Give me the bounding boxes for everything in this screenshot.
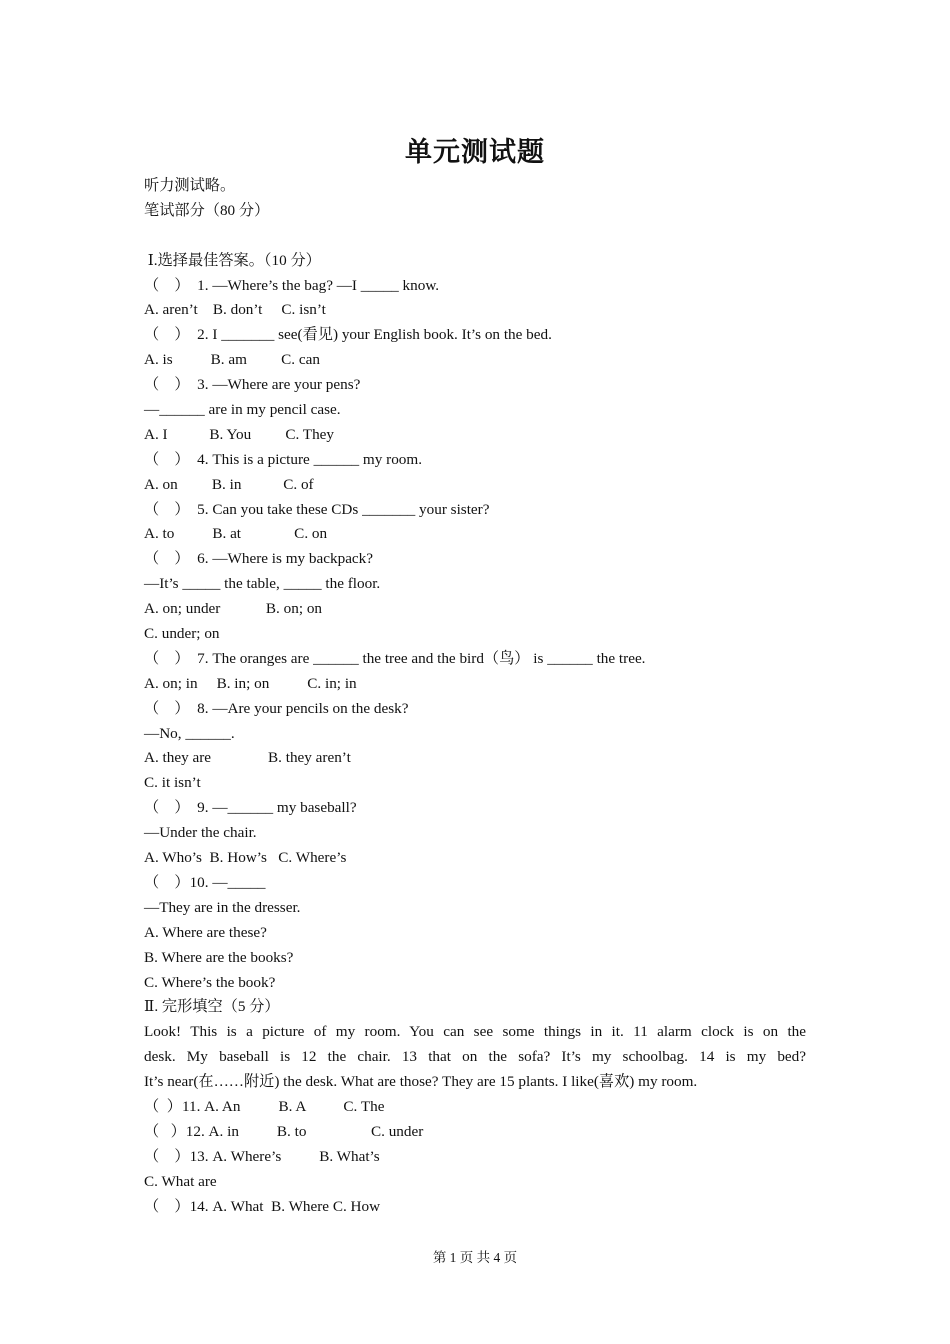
cloze-question-13: （ ）13. A. Where’s B. What’s	[144, 1147, 380, 1165]
question-9-line: —Under the chair.	[144, 824, 257, 842]
question-6-options: A. on; under B. on; on	[144, 600, 323, 618]
cloze-question-12: （ ）12. A. in B. to C. under	[144, 1122, 424, 1140]
question-5-options: A. to B. at C. on	[144, 525, 328, 543]
question-8-options: C. it isn’t	[144, 774, 201, 792]
cloze-question-11: （ ）11. A. An B. A C. The	[144, 1097, 385, 1115]
question-6: （ ） 6. —Where is my backpack?	[144, 550, 374, 568]
question-1: （ ） 1. —Where’s the bag? —I _____ know.	[144, 276, 440, 294]
question-5: （ ） 5. Can you take these CDs _______ your sister?	[144, 500, 490, 518]
question-10-line: —They are in the dresser.	[144, 898, 301, 916]
intro-line: 听力测试略。	[144, 177, 236, 194]
cloze-passage-line: desk. My baseball is 12 the chair. 13 that on the sofa? It’s my schoolbag. 14 is my bed?	[144, 1048, 806, 1066]
question-3-line: —______ are in my pencil case.	[144, 401, 341, 419]
question-8-options: A. they are B. they aren’t	[144, 749, 351, 767]
question-10-options: A. Where are these?	[144, 923, 267, 941]
question-2-options: A. is B. am C. can	[144, 351, 320, 369]
intro-line: 笔试部分（80 分）	[144, 201, 270, 219]
question-10: （ ）10. —_____	[144, 873, 266, 891]
cloze-passage-line: Look! This is a picture of my room. You can see some things in it. 11 alarm clock is on the	[144, 1023, 806, 1041]
question-1-options: A. aren’t B. don’t C. isn’t	[144, 301, 326, 319]
section-heading: Ⅱ. 完形填空（5 分）	[144, 998, 280, 1016]
question-9-options: A. Who’s B. How’s C. Where’s	[144, 849, 347, 867]
question-4-options: A. on B. in C. of	[144, 475, 314, 493]
page-title: 单元测试题	[405, 137, 545, 168]
cloze-question-14: （ ）14. A. What B. Where C. How	[144, 1197, 381, 1215]
question-6-line: —It’s _____ the table, _____ the floor.	[144, 575, 381, 593]
question-10-options: B. Where are the books?	[144, 948, 294, 966]
cloze-passage-line: It’s near(在……附近) the desk. What are those? They are 15 plants. I like(喜欢) my room.	[144, 1073, 698, 1091]
question-8-line: —No, ______.	[144, 724, 235, 742]
cloze-question-13-options: C. What are	[144, 1172, 217, 1190]
question-4: （ ） 4. This is a picture ______ my room.	[144, 450, 422, 468]
document-body	[144, 174, 806, 1219]
question-10-options: C. Where’s the book?	[144, 973, 276, 991]
question-8: （ ） 8. —Are your pencils on the desk?	[144, 699, 409, 717]
question-6-options: C. under; on	[144, 625, 220, 643]
section-heading: Ⅰ.选择最佳答案。（10 分）	[144, 251, 321, 269]
question-3: （ ） 3. —Where are your pens?	[144, 376, 361, 394]
question-2: （ ） 2. I _______ see(看见) your English book. It’s on the bed.	[144, 326, 552, 344]
question-7-options: A. on; in B. in; on C. in; in	[144, 674, 357, 692]
question-7: （ ） 7. The oranges are ______ the tree and the bird（鸟） is ______ the tree.	[144, 649, 646, 667]
question-3-options: A. I B. You C. They	[144, 425, 335, 443]
question-9: （ ） 9. —______ my baseball?	[144, 799, 357, 817]
blank-line	[144, 224, 806, 249]
page-footer: 第 1 页 共 4 页	[432, 1250, 518, 1265]
